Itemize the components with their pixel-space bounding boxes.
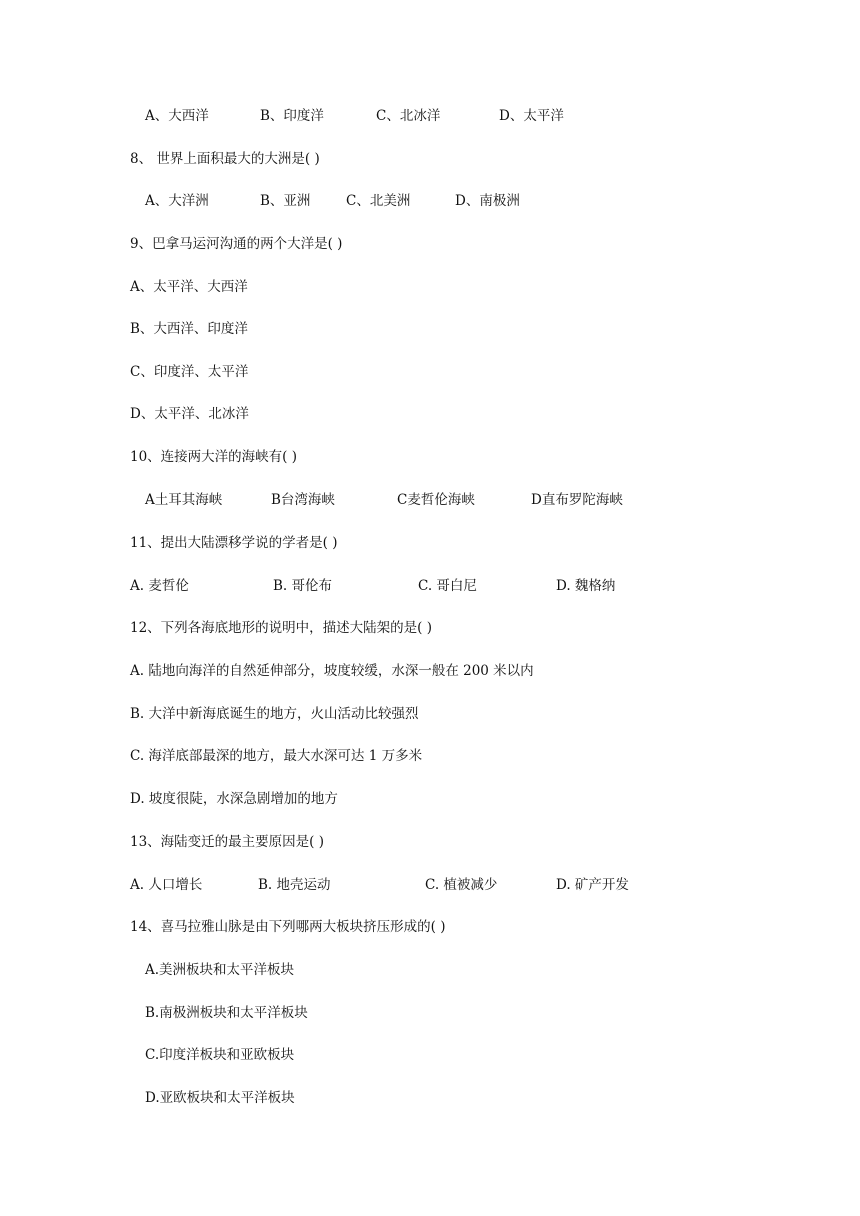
- q12-option-a: A. 陆地向海洋的自然延伸部分，坡度较缓，水深一般在 200 米以内: [130, 663, 534, 679]
- q8-option-a: A、大洋洲: [145, 193, 209, 209]
- q7-option-b: B、印度洋: [260, 108, 324, 124]
- question-9-text: 9、巴拿马运河沟通的两个大洋是( ): [130, 236, 343, 252]
- question-14-text: 14、喜马拉雅山脉是由下列哪两大板块挤压形成的( ): [130, 919, 446, 935]
- q10-option-a: A土耳其海峡: [145, 492, 223, 508]
- q7-option-d: D、太平洋: [499, 108, 564, 124]
- q8-option-c: C、北美洲: [346, 193, 411, 209]
- q8-option-b: B、亚洲: [260, 193, 311, 209]
- q14-option-d: D.亚欧板块和太平洋板块: [145, 1090, 295, 1106]
- q10-option-c: C麦哲伦海峡: [397, 492, 475, 508]
- q12-option-b: B. 大洋中新海底诞生的地方，火山活动比较强烈: [130, 706, 419, 722]
- q13-option-d: D. 矿产开发: [556, 877, 629, 893]
- question-13-text: 13、海陆变迁的最主要原因是( ): [130, 834, 325, 850]
- q13-option-a: A. 人口增长: [130, 877, 203, 893]
- q12-option-d: D. 坡度很陡，水深急剧增加的地方: [130, 791, 338, 807]
- question-12-text: 12、下列各海底地形的说明中，描述大陆架的是( ): [130, 620, 433, 636]
- q12-option-c: C. 海洋底部最深的地方，最大水深可达 1 万多米: [130, 748, 423, 764]
- q9-option-a: A、太平洋、大西洋: [130, 279, 248, 295]
- q9-option-c: C、印度洋、太平洋: [130, 364, 249, 380]
- q8-option-d: D、南极洲: [455, 193, 520, 209]
- question-10-text: 10、连接两大洋的海峡有( ): [130, 449, 298, 465]
- q11-option-b: B. 哥伦布: [273, 578, 333, 594]
- q11-option-d: D. 魏格纳: [556, 578, 616, 594]
- q14-option-c: C.印度洋板块和亚欧板块: [145, 1047, 295, 1063]
- q13-option-c: C. 植被减少: [425, 877, 498, 893]
- q13-option-b: B. 地壳运动: [258, 877, 331, 893]
- q11-option-c: C. 哥白尼: [418, 578, 477, 594]
- question-11-text: 11、提出大陆漂移学说的学者是( ): [130, 535, 338, 551]
- question-8-text: 8、 世界上面积最大的大洲是( ): [130, 151, 320, 167]
- q11-option-a: A. 麦哲伦: [130, 578, 189, 594]
- q10-option-b: B台湾海峡: [271, 492, 335, 508]
- q14-option-b: B.南极洲板块和太平洋板块: [145, 1005, 308, 1021]
- q7-option-a: A、大西洋: [145, 108, 209, 124]
- q7-option-c: C、北冰洋: [376, 108, 441, 124]
- q14-option-a: A.美洲板块和太平洋板块: [145, 962, 295, 978]
- q9-option-d: D、太平洋、北冰洋: [130, 406, 249, 422]
- q9-option-b: B、大西洋、印度洋: [130, 321, 248, 337]
- q10-option-d: D直布罗陀海峡: [531, 492, 623, 508]
